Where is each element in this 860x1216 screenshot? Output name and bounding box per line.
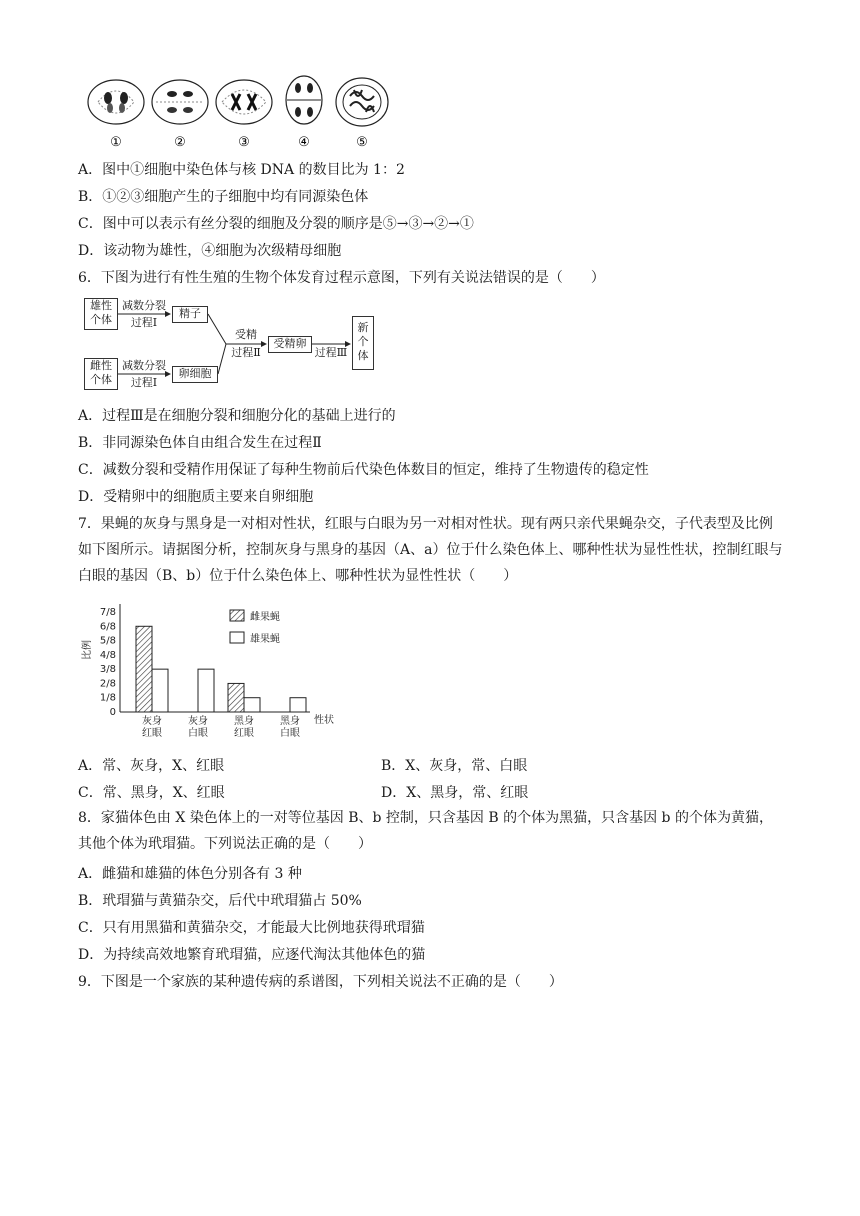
zygote-box: 受精卵 <box>268 336 312 353</box>
cell-4 <box>286 76 322 124</box>
q7-option-a: A．常、灰身，X、红眼 <box>78 758 225 774</box>
new-individual-char3: 体 <box>357 349 369 362</box>
x-axis-label: 性状 <box>314 715 334 726</box>
q8-option-d: D．为持续高效地繁育玳瑁猫，应逐代淘汰其他体色的猫 <box>78 947 426 963</box>
female-individual-box <box>84 358 118 390</box>
process2-label: 过程Ⅱ <box>231 346 261 359</box>
q7-option-c: C．常、黑身，X、红眼 <box>78 785 225 801</box>
bar-male <box>152 669 168 712</box>
q6-stem: 6．下图为进行有性生殖的生物个体发育过程示意图，下列有关说法错误的是（ ） <box>78 270 605 286</box>
legend-label-male: 雄果蝇 <box>250 634 280 645</box>
cell-3 <box>216 80 272 124</box>
y-tick-label: 0 <box>109 707 116 718</box>
fertilization-label: 受精 <box>235 328 257 341</box>
q8-option-c: C．只有用黑猫和黄猫杂交，才能最大比例地获得玳瑁猫 <box>78 920 425 936</box>
y-tick-label: 7/8 <box>99 607 116 618</box>
new-individual-char1: 新 <box>357 321 369 334</box>
y-tick-label: 3/8 <box>99 664 116 676</box>
reproduction-flow-diagram <box>84 294 384 392</box>
q8-option-b: B．玳瑁猫与黄猫杂交，后代中玳瑁猫占 50% <box>78 893 362 909</box>
y-tick-label: 6/8 <box>99 621 116 633</box>
y-tick-label: 2/8 <box>99 678 116 690</box>
q9-stem: 9．下图是一个家族的某种遗传病的系谱图，下列相关说法不正确的是（ ） <box>78 974 563 990</box>
x-tick-label: 黑身 <box>280 716 300 727</box>
q8-stem: 8．家猫体色由 X 染色体上的一对等位基因 B、b 控制，只含基因 B 的个体为黑猫，只含基因 b 的个体为黄猫，其他个体为玳瑁猫。下列说法正确的是（ ） <box>78 810 773 852</box>
meiosis-top-label: 减数分裂 <box>122 299 166 312</box>
cell-1 <box>88 80 144 124</box>
female-individual-line1: 雌性 <box>90 359 112 372</box>
bar-male <box>244 698 260 712</box>
cell-label-5: ⑤ <box>356 135 368 150</box>
legend-swatch-male <box>230 632 244 643</box>
y-tick-label: 5/8 <box>99 635 116 647</box>
q6-option-b: B．非同源染色体自由组合发生在过程Ⅱ <box>78 435 322 451</box>
q7-option-d: D．X、黑身，常、红眼 <box>381 785 529 801</box>
cell-label-3: ③ <box>238 135 250 150</box>
q5-option-c: C．图中可以表示有丝分裂的细胞及分裂的顺序是⑤→③→②→① <box>78 216 474 232</box>
bar-male <box>198 669 214 712</box>
q5-option-b: B．①②③细胞产生的子细胞中均有同源染色体 <box>78 189 369 205</box>
y-tick-label: 1/8 <box>99 692 116 704</box>
cell-5 <box>336 78 388 126</box>
q6-option-a: A．过程Ⅲ是在细胞分裂和细胞分化的基础上进行的 <box>78 408 396 424</box>
q5-option-d: D．该动物为雄性，④细胞为次级精母细胞 <box>78 243 342 259</box>
q6-option-d: D．受精卵中的细胞质主要来自卵细胞 <box>78 489 314 505</box>
cell-division-figure <box>84 72 394 150</box>
process1-top-label: 过程Ⅰ <box>130 316 158 329</box>
x-tick-label: 红眼 <box>234 728 254 739</box>
male-individual-box <box>84 298 118 330</box>
q7-option-b: B．X、灰身，常、白眼 <box>381 758 528 774</box>
q8-option-a: A．雌猫和雄猫的体色分别各有 3 种 <box>78 866 302 882</box>
y-axis-label: 比例 <box>82 640 93 660</box>
new-individual-box <box>352 316 374 370</box>
fruitfly-bar-chart <box>80 600 340 742</box>
y-tick-label: 4/8 <box>99 649 116 661</box>
egg-box: 卵细胞 <box>172 366 218 383</box>
x-tick-label: 红眼 <box>142 728 162 739</box>
cell-2 <box>152 80 208 124</box>
q7-stem: 7．果蝇的灰身与黑身是一对相对性状，红眼与白眼为另一对相对性状。现有两只亲代果蝇杂交，子代表型及比例如下图所示。请据图分析，控制灰身与黑身的基因（A、a）位于什么染色体上、哪种性状为显性性状，控制红眼与白眼的基因（B、b）位于什么染色体上、哪种性状为显性性状（ ） <box>78 516 783 584</box>
process1-bottom-label: 过程Ⅰ <box>130 376 158 389</box>
cell-label-2: ② <box>174 135 186 150</box>
new-individual-char2: 个 <box>357 335 369 348</box>
legend-label-female: 雌果蝇 <box>250 612 280 623</box>
legend-swatch-female <box>230 610 244 621</box>
female-individual-line2: 个体 <box>90 373 112 386</box>
x-tick-label: 灰身 <box>188 716 208 727</box>
cell-label-1: ① <box>110 135 122 150</box>
cell-label-4: ④ <box>298 135 310 150</box>
x-tick-label: 灰身 <box>142 716 162 727</box>
sperm-box: 精子 <box>172 306 208 323</box>
bar-female <box>136 626 152 712</box>
q6-option-c: C．减数分裂和受精作用保证了每种生物前后代染色体数目的恒定，维持了生物遗传的稳定性 <box>78 462 649 478</box>
male-individual-line1: 雄性 <box>90 299 112 312</box>
x-tick-label: 白眼 <box>188 728 208 739</box>
bar-female <box>228 683 244 712</box>
x-tick-label: 黑身 <box>234 716 254 727</box>
process3-label: 过程Ⅲ <box>314 346 348 359</box>
meiosis-bottom-label: 减数分裂 <box>122 359 166 372</box>
x-tick-label: 白眼 <box>280 728 300 739</box>
bar-male <box>290 698 306 712</box>
q5-option-a: A．图中①细胞中染色体与核 DNA 的数目比为 1：2 <box>78 162 405 178</box>
male-individual-line2: 个体 <box>90 313 112 326</box>
